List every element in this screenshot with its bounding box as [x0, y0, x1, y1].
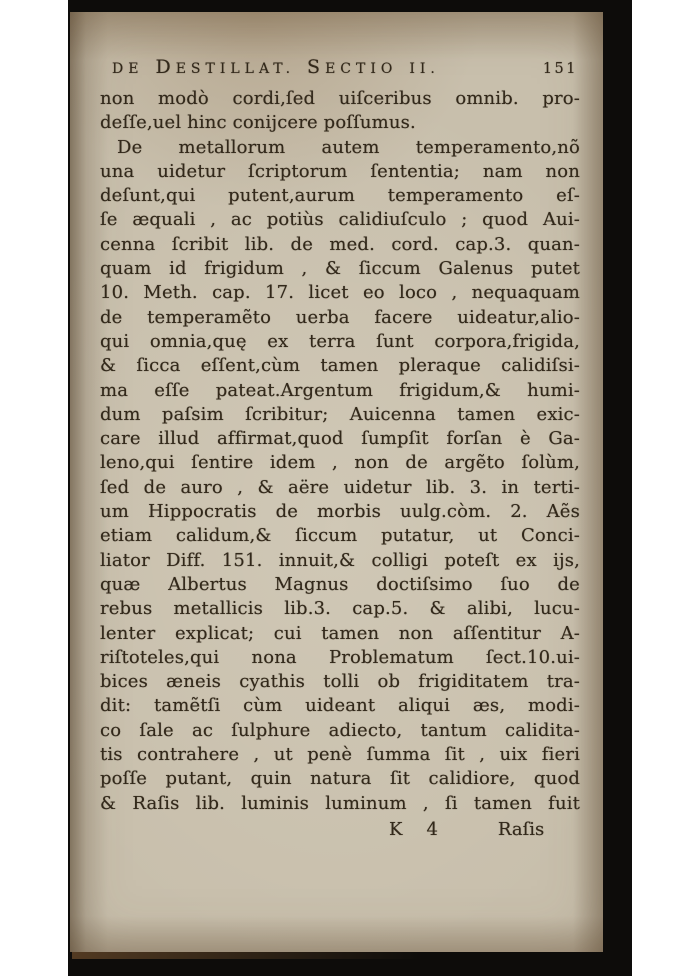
running-header-word: II. — [409, 61, 440, 77]
signature-number: 4 — [426, 818, 438, 840]
catchword: Raſis — [497, 818, 545, 840]
text-line: care illud affirmat,quod ſumpſit forſan è Ga- — [100, 428, 580, 450]
text-line: quæ Albertus Magnus doctiſsimo ſuo de — [100, 573, 580, 595]
text-line: rebus metallicis lib.3. cap.5. & alibi, lucu- — [100, 598, 580, 620]
photo-frame — [68, 0, 632, 976]
text-line: de temperamẽto uerba facere uideatur,alio- — [100, 306, 580, 328]
text-line: tis contrahere , ut penè ſumma ſit , uix fieri — [100, 744, 580, 766]
page-number: 151 — [542, 61, 578, 77]
text-line: ſe æquali , ac potiùs calidiuſculo ; quod Aui- — [100, 209, 580, 231]
text-line: liator Diff. 151. innuit,& colligi poteſt ex ijs, — [100, 549, 580, 571]
text-line: deſſe,uel hinc conijcere poſſumus. — [100, 112, 416, 134]
text-line: deſunt,qui putent,aurum temperamento eſ- — [100, 185, 580, 207]
running-header-word: SECTIO — [307, 56, 398, 78]
text-line: 10. Meth. cap. 17. licet eo loco , nequaquam — [100, 282, 580, 304]
text-line: non modò cordi,ſed uiſceribus omnib. pro- — [100, 88, 580, 109]
text-line: etiam calidum,& ſiccum putatur, ut Conci- — [100, 525, 580, 547]
text-line: poſſe putant, quin natura ſit calidiore, quod — [100, 768, 580, 790]
running-header — [100, 56, 580, 82]
signature-mark: K — [389, 818, 403, 840]
text-line: & Raſis lib. luminis luminum , ſi tamen fuit — [100, 792, 580, 814]
text-line: dit: tamẽtſi cùm uideant aliqui æs, modi- — [100, 695, 580, 717]
running-header-word: DE — [112, 61, 144, 77]
text-line: ſed de auro , & aëre uidetur lib. 3. in terti- — [100, 476, 580, 498]
text-line: cenna ſcribit lib. de med. cord. cap.3. quan- — [100, 233, 580, 255]
text-line: lenter explicat; cui tamen non aſſentitur A- — [100, 622, 580, 644]
text-line: riſtoteles,qui nona Problematum ſect.10.ui- — [100, 646, 580, 668]
signature-line — [100, 818, 580, 842]
text-line: bices æneis cyathis tolli ob frigiditatem tra- — [100, 671, 580, 693]
text-line: quam id frigidum , & ſiccum Galenus putet — [100, 258, 580, 280]
text-line: co ſale ac ſulphure adiecto, tantum calidita- — [100, 719, 580, 741]
text-line: qui omnia,quę ex terra ſunt corpora,frigida, — [100, 330, 580, 352]
text-line: & ſicca eſſent,cùm tamen pleraque calidiſsi- — [100, 355, 580, 377]
text-line: De metallorum autem temperamento,nõ — [117, 136, 580, 158]
book-page — [70, 12, 603, 952]
text-block — [100, 87, 580, 816]
text-line: leno,qui ſentire idem , non de argẽto ſolùm, — [100, 452, 580, 474]
running-header-title — [112, 56, 452, 78]
text-line: ma eſſe pateat.Argentum frigidum,& humi- — [100, 379, 580, 401]
running-header-word: DESTILLAT. — [155, 56, 296, 78]
text-line: dum paſsim ſcribitur; Auicenna tamen exic- — [100, 403, 580, 425]
text-column — [100, 56, 580, 842]
text-line: una uidetur ſcriptorum ſententia; nam non — [100, 160, 580, 182]
text-line: um Hippocratis de morbis uulg.còm. 2. Aẽs — [100, 501, 580, 523]
